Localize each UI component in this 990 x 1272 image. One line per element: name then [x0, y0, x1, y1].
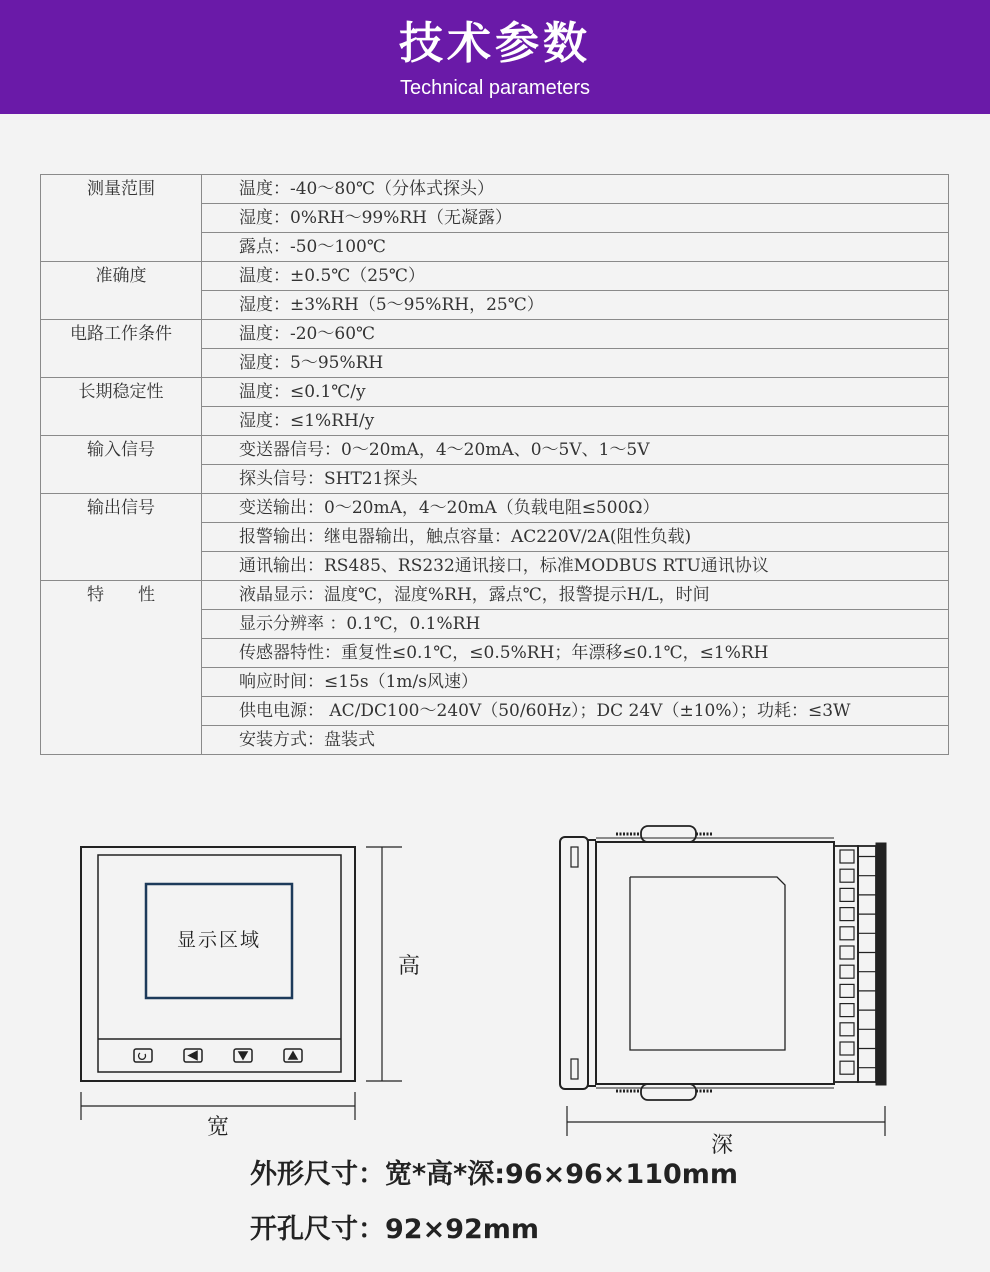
side-view	[560, 826, 886, 1136]
terminal-pin	[840, 869, 854, 882]
table-row	[41, 436, 949, 465]
table-row	[41, 581, 949, 610]
terminal-pin	[840, 888, 854, 901]
spec-value: 探头信号：SHT21探头	[202, 465, 949, 494]
left-button	[184, 1049, 202, 1062]
spec-category	[41, 581, 202, 755]
spec-category-label: 测量范围	[87, 179, 155, 199]
spec-value: 温度：-20～60℃	[202, 320, 949, 349]
page-subtitle: Technical parameters	[399, 77, 591, 99]
page-title: 技术参数	[399, 18, 591, 69]
spec-category-label: 准确度	[95, 266, 147, 286]
spec-value: 液晶显示：温度℃，湿度%RH，露点℃，报警提示H/L，时间	[202, 581, 949, 610]
spec-category	[41, 262, 202, 320]
spec-value: 温度：±0.5℃（25℃）	[202, 262, 949, 291]
spec-value: 湿度：≤1%RH/y	[202, 407, 949, 436]
spec-value: 安装方式：盘装式	[202, 726, 949, 755]
function-button	[134, 1049, 152, 1062]
table-row	[41, 262, 949, 291]
spec-category	[41, 175, 202, 262]
spec-value: 通讯输出：RS485、RS232通讯接口，标准MODBUS RTU通讯协议	[202, 552, 949, 581]
spec-value: 报警输出：继电器输出，触点容量：AC220V/2A(阻性负载)	[202, 523, 949, 552]
table-row	[41, 378, 949, 407]
spec-value: 湿度：0%RH～99%RH（无凝露）	[202, 204, 949, 233]
spec-value: 露点：-50～100℃	[202, 233, 949, 262]
height-label: 高	[398, 954, 421, 979]
width-label: 宽	[207, 1115, 230, 1140]
spec-value: 显示分辨率 ：0.1℃，0.1%RH	[202, 610, 949, 639]
terminal-pin	[840, 927, 854, 940]
spec-category	[41, 494, 202, 581]
dimension-drawing	[0, 800, 990, 1150]
spec-value: 传感器特性：重复性≤0.1℃，≤0.5%RH；年漂移≤0.1℃，≤1%RH	[202, 639, 949, 668]
spec-value: 湿度：±3%RH（5～95%RH，25℃）	[202, 291, 949, 320]
terminal-pin	[840, 1061, 854, 1074]
spec-value: 温度：-40～80℃（分体式探头）	[202, 175, 949, 204]
spec-value: 变送输出：0～20mA，4～20mA（负载电阻≤500Ω）	[202, 494, 949, 523]
terminal-pin	[840, 1023, 854, 1036]
spec-table	[40, 174, 949, 755]
spec-category	[41, 436, 202, 494]
down-button	[234, 1049, 252, 1062]
terminal-pin	[840, 984, 854, 997]
outer-dimensions: 外形尺寸：宽*高*深:96×96×110mm	[250, 1159, 739, 1190]
depth-label: 深	[711, 1133, 734, 1158]
front-view	[81, 847, 402, 1120]
terminal-pin	[840, 946, 854, 959]
terminal-pin	[840, 850, 854, 863]
display-area-label: 显示区域	[176, 929, 261, 951]
spec-category	[41, 378, 202, 436]
spec-category-label: 输入信号	[87, 440, 155, 460]
up-button	[284, 1049, 302, 1062]
cutout-dimensions: 开孔尺寸：92×92mm	[250, 1214, 540, 1245]
table-row	[41, 175, 949, 204]
spec-value: 响应时间：≤15s（1m/s风速）	[202, 668, 949, 697]
spec-value: 供电电源： AC/DC100～240V（50/60Hz）；DC 24V（±10%）；功耗：≤3W	[202, 697, 949, 726]
table-row	[41, 494, 949, 523]
header-banner	[0, 0, 990, 114]
spec-category-label: 特 性	[87, 585, 155, 605]
terminal-pin	[840, 1004, 854, 1017]
terminal-pin	[840, 1042, 854, 1055]
spec-value: 变送器信号：0～20mA，4～20mA、0～5V、1～5V	[202, 436, 949, 465]
spec-category	[41, 320, 202, 378]
terminal-pin	[840, 965, 854, 978]
table-row	[41, 320, 949, 349]
spec-value: 温度：≤0.1℃/y	[202, 378, 949, 407]
spec-category-label: 长期稳定性	[78, 382, 164, 402]
spec-category-label: 输出信号	[87, 498, 155, 518]
spec-category-label: 电路工作条件	[70, 324, 172, 344]
spec-value: 湿度：5～95%RH	[202, 349, 949, 378]
terminal-pin	[840, 908, 854, 921]
